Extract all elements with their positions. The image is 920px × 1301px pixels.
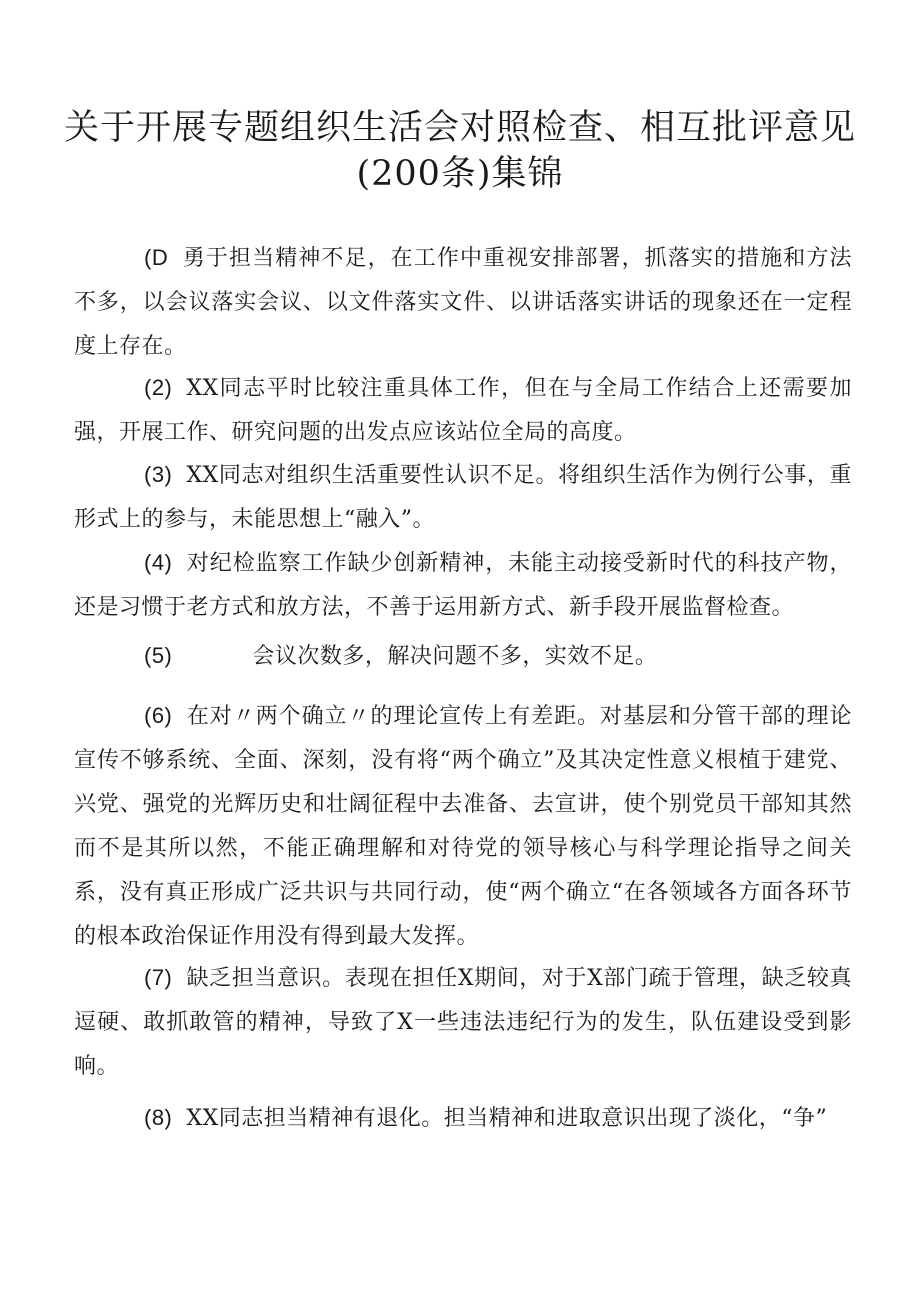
paragraph-7 — [74, 956, 852, 1089]
paragraph-3 — [74, 453, 852, 542]
paragraph-2 — [74, 366, 852, 455]
paragraph-1 — [74, 236, 852, 369]
document-title-line1: 关于开展专题组织生活会对照检查、相互批评意见 — [63, 108, 856, 148]
paragraph-number: (6) — [144, 703, 173, 728]
paragraph-text: XX同志担当精神有退化。担当精神和进取意识出现了淡化，“争” — [186, 1106, 828, 1131]
paragraph-text: 勇于担当精神不足，在工作中重视安排部署，抓落实的措施和方法不多，以会议落实会议、以文件落实文件、以讲话落实讲话的现象还在一定程度上存在。 — [74, 246, 852, 359]
paragraph-6 — [74, 694, 852, 959]
paragraph-8 — [74, 1096, 852, 1141]
paragraph-number: (D — [144, 245, 169, 270]
paragraph-text: XX同志对组织生活重要性认识不足。将组织生活作为例行公事，重形式上的参与，未能思想上“融入”。 — [74, 463, 852, 532]
paragraph-text: 缺乏担当意识。表现在担任X期间，对于X部门疏于管理，缺乏较真逗硬、敢抓敢管的精神，导致了X一些违法违纪行为的发生，队伍建设受到影响。 — [74, 966, 852, 1079]
paragraph-text: 会议次数多，解决问题不多，实效不足。 — [252, 644, 658, 669]
paragraph-number: (5) — [144, 643, 173, 668]
paragraph-number: (3) — [144, 462, 173, 487]
paragraph-text: 在对〃两个确立〃的理论宣传上有差距。对基层和分管干部的理论宣传不够系统、全面、深刻，没有将“两个确立”及其决定性意义根植于建党、兴党、强党的光辉历史和壮阔征程中去准备、去宣讲，使个别党员干部知其然而不是其所以然，不能正确理解和对待党的领导核心与科学理论指导之间关系，没有真正形成广泛共识与共同行动，使“两个确立“在各领域各方面各环节的根本政治保证作用没有得到最大发挥。 — [74, 704, 852, 949]
paragraph-text: 对纪检监察工作缺少创新精神，未能主动接受新时代的科技产物，还是习惯于老方式和放方法，不善于运用新方式、新手段开展监督检查。 — [74, 551, 852, 620]
paragraph-number: (4) — [144, 550, 173, 575]
paragraph-number: (8) — [144, 1105, 173, 1130]
document-title-line2: (200条)集锦 — [356, 154, 564, 194]
paragraph-number: (7) — [144, 965, 173, 990]
paragraph-number: (2) — [144, 375, 173, 400]
paragraph-5 — [74, 634, 852, 679]
paragraph-4 — [74, 541, 852, 630]
paragraph-text: XX同志平时比较注重具体工作，但在与全局工作结合上还需要加强，开展工作、研究问题的出发点应该站位全局的高度。 — [74, 376, 852, 445]
